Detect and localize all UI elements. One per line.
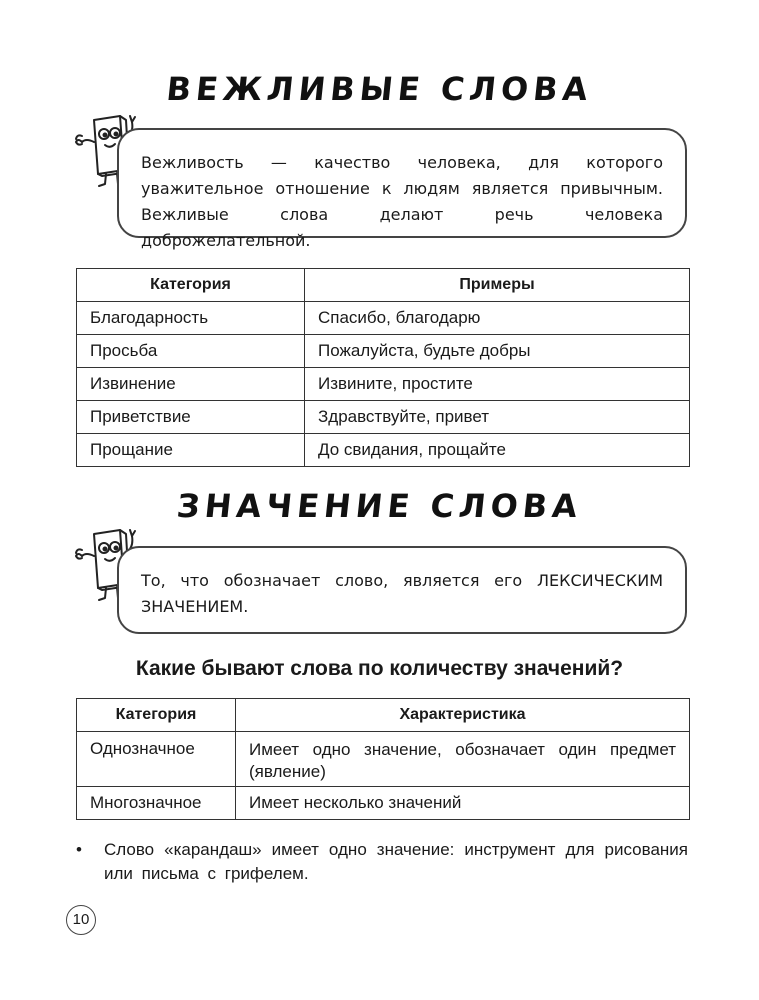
bullet-item	[76, 838, 688, 886]
definition-callout-politeness	[117, 128, 687, 250]
characteristic-cell: Имеет одно значение, обозначает один предмет (явление)	[236, 732, 690, 787]
examples-cell: Извините, простите	[305, 368, 690, 401]
page-number: 10	[66, 905, 96, 935]
table-header-row	[77, 699, 690, 732]
characteristic-cell: Имеет несколько значений	[236, 787, 690, 820]
callout-text: Вежливость — качество человека, для которого уважительное отношение к людям является привычным. Вежливые слова делают речь человека доброжелательной.	[141, 153, 663, 250]
column-header-category: Категория	[77, 699, 236, 732]
examples-cell: До свидания, прощайте	[305, 434, 690, 467]
table-row	[77, 787, 690, 820]
table-row	[77, 335, 690, 368]
category-cell: Просьба	[77, 335, 305, 368]
category-cell: Благодарность	[77, 302, 305, 335]
category-cell: Извинение	[77, 368, 305, 401]
category-cell: Приветствие	[77, 401, 305, 434]
examples-cell: Здравствуйте, привет	[305, 401, 690, 434]
table-row	[77, 368, 690, 401]
examples-cell: Пожалуйста, будьте добры	[305, 335, 690, 368]
category-cell: Однозначное	[77, 732, 236, 787]
table-row	[77, 401, 690, 434]
section-title-polite-words: ВЕЖЛИВЫЕ СЛОВА	[164, 70, 595, 108]
polite-words-table	[76, 268, 690, 467]
table-row	[77, 434, 690, 467]
callout-text: То, что обозначает слово, является его ЛЕКСИЧЕСКИМ ЗНАЧЕНИЕМ.	[141, 571, 663, 616]
bullet-text: Слово «карандаш» имеет одно значение: инструмент для рисования или письма с грифелем.	[104, 840, 688, 883]
table-header-row	[77, 269, 690, 302]
table-row	[77, 302, 690, 335]
column-header-examples: Примеры	[305, 269, 690, 302]
category-cell: Многозначное	[77, 787, 236, 820]
definition-callout-lexical-meaning	[117, 546, 687, 634]
bullet-dot-icon: •	[76, 840, 82, 859]
meaning-count-table	[76, 698, 690, 820]
column-header-category: Категория	[77, 269, 305, 302]
examples-cell: Спасибо, благодарю	[305, 302, 690, 335]
section-title-word-meaning: ЗНАЧЕНИЕ СЛОВА	[175, 487, 584, 525]
table-row	[77, 732, 690, 787]
subheading-word-types: Какие бывают слова по количеству значений?	[135, 657, 624, 680]
column-header-characteristic: Характеристика	[236, 699, 690, 732]
category-cell: Прощание	[77, 434, 305, 467]
